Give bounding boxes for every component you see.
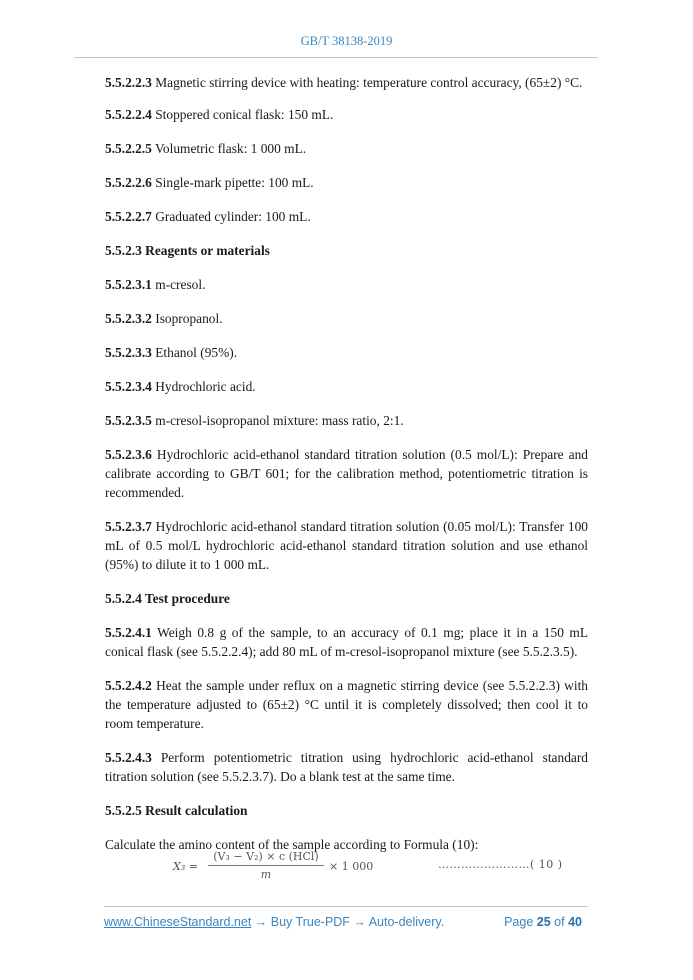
clause-number: 5.5.2.3.1 xyxy=(105,277,152,292)
clause-number: 5.5.2.2.3 xyxy=(105,75,152,90)
clause-text: Hydrochloric acid-ethanol standard titration solution (0.05 mol/L): Transfer 100 mL of 0.5 mol/L hydrochloric acid-ethanol standard titration solution and use ethanol (95%) to dilute it to 1 000 mL. xyxy=(105,519,588,572)
header-divider xyxy=(74,57,598,58)
clause-number: 5.5.2.2.4 xyxy=(105,107,152,122)
clause-5-5-2-2-4 xyxy=(105,105,588,124)
page-of-label: of xyxy=(554,915,565,929)
clause-text: Volumetric flask: 1 000 mL. xyxy=(154,141,307,156)
clause-number: 5.5.2.4.1 xyxy=(105,625,152,640)
formula-10 xyxy=(105,848,588,888)
clause-5-5-2-3-3 xyxy=(105,343,588,362)
clause-number: 5.5.2.2.7 xyxy=(105,209,152,224)
website-link[interactable]: www.ChineseStandard.net xyxy=(104,915,252,929)
clause-text: Ethanol (95%). xyxy=(155,345,238,360)
formula-denominator: m xyxy=(260,868,272,881)
clause-text: Stoppered conical flask: 150 mL. xyxy=(155,107,334,122)
clause-number: 5.5.2.3.4 xyxy=(105,379,152,394)
clause-5-5-2-3-2 xyxy=(105,309,588,328)
clause-number: 5.5.2.2.5 xyxy=(105,141,152,156)
clause-number: 5.5.2.4.3 xyxy=(105,750,152,765)
clause-5-5-2-2-6 xyxy=(105,173,588,192)
document-body xyxy=(105,73,588,869)
clause-text: Magnetic stirring device with heating: temperature control accuracy, (65±2) °C. xyxy=(155,75,583,90)
clause-number: 5.5.2.3.2 xyxy=(105,311,152,326)
clause-text: m-cresol-isopropanol mixture: mass ratio, 2:1. xyxy=(155,413,404,428)
equation-number: ……………………( 10 ) xyxy=(438,858,563,871)
clause-5-5-2-4-2 xyxy=(105,676,588,733)
clause-5-5-2-4-3 xyxy=(105,748,588,786)
clause-text: Hydrochloric acid. xyxy=(155,379,256,394)
formula-numerator: (V₃ − V₂) × c (HCl) xyxy=(208,850,324,866)
footer-divider xyxy=(104,906,588,907)
clause-number: 5.5.2.3.7 xyxy=(105,519,152,534)
formula-lhs: X₃ = xyxy=(173,860,198,873)
clause-text: Isopropanol. xyxy=(155,311,223,326)
clause-5-5-2-2-3 xyxy=(105,73,588,92)
clause-5-5-2-2-5 xyxy=(105,139,588,158)
clause-number: 5.5.2.3.5 xyxy=(105,413,152,428)
total-pages-number: 40 xyxy=(568,915,582,929)
clause-text: Perform potentiometric titration using hydrochloric acid-ethanol standard titration solution (see 5.5.2.3.7). Do a blank test at the same time. xyxy=(105,750,588,784)
clause-5-5-2-3-4 xyxy=(105,377,588,396)
clause-text: m-cresol. xyxy=(155,277,206,292)
page-indicator xyxy=(504,915,582,929)
clause-text: Single-mark pipette: 100 mL. xyxy=(155,175,314,190)
clause-number: 5.5.2.2.6 xyxy=(105,175,152,190)
section-heading-reagents: 5.5.2.3 Reagents or materials xyxy=(105,243,270,258)
clause-5-5-2-4-1 xyxy=(105,623,588,661)
clause-text: Heat the sample under reflux on a magnetic stirring device (see 5.5.2.2.3) with the temperature adjusted to (65±2) °C until it is completely dissolved; then cool it to room temperature. xyxy=(105,678,588,731)
clause-5-5-2-3-1 xyxy=(105,275,588,294)
clause-number: 5.5.2.4.2 xyxy=(105,678,152,693)
clause-5-5-2-3-5 xyxy=(105,411,588,430)
clause-text: Hydrochloric acid-ethanol standard titration solution (0.5 mol/L): Prepare and calibrate according to GB/T 601; for the calibration method, potentiometric titration is recommended. xyxy=(105,447,588,500)
section-heading-test-procedure: 5.5.2.4 Test procedure xyxy=(105,591,230,606)
clause-number: 5.5.2.3.3 xyxy=(105,345,152,360)
formula-fraction xyxy=(208,850,324,881)
formula-multiplier: × 1 000 xyxy=(329,860,374,873)
section-heading-result-calculation: 5.5.2.5 Result calculation xyxy=(105,803,248,818)
clause-5-5-2-2-7 xyxy=(105,207,588,226)
clause-text: Weigh 0.8 g of the sample, to an accuracy of 0.1 mg; place it in a 150 mL conical flask (see 5.5.2.2.4); add 80 mL of m-cresol-isopropanol mixture (see 5.5.2.3.5). xyxy=(105,625,589,659)
clause-number: 5.5.2.3.6 xyxy=(105,447,152,462)
clause-5-5-2-3-6 xyxy=(105,445,588,502)
footer-tagline: → Buy True-PDF → Auto-delivery. xyxy=(251,915,445,929)
clause-5-5-2-3-7 xyxy=(105,517,588,574)
page-label: Page xyxy=(504,915,534,929)
clause-text: Graduated cylinder: 100 mL. xyxy=(155,209,311,224)
current-page-number: 25 xyxy=(536,915,551,929)
document-header-title: GB/T 38138-2019 xyxy=(300,34,393,48)
page-footer xyxy=(104,915,588,929)
formula-intro-text: Calculate the amino content of the sample according to Formula (10): xyxy=(105,837,479,852)
